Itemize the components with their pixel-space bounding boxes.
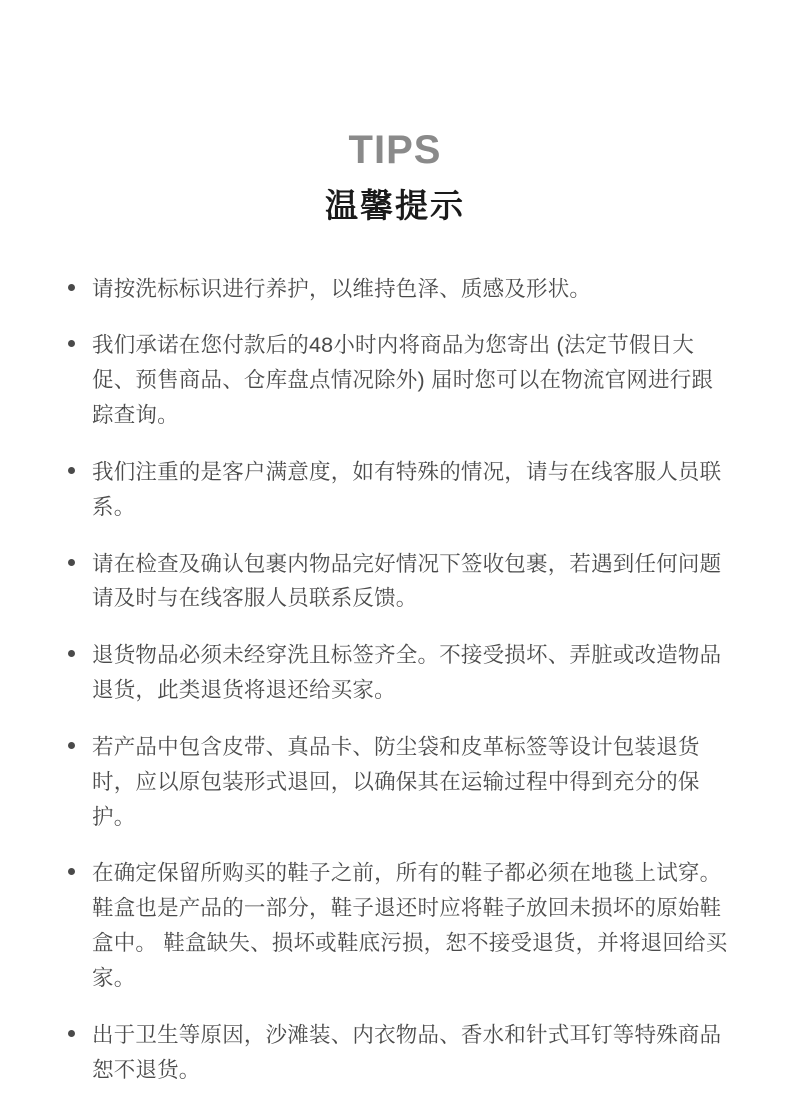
list-item-text: 请按洗标标识进行养护，以维持色泽、质感及形状。 (92, 276, 592, 301)
bullet-icon (68, 742, 75, 749)
list-item (62, 547, 728, 617)
list-item-text: 出于卫生等原因，沙滩装、内衣物品、香水和针式耳钉等特殊商品恕不退货。 (92, 1022, 722, 1082)
list-item (62, 1018, 728, 1088)
list-item (62, 856, 728, 995)
list-item (62, 730, 728, 834)
list-item-text: 请在检查及确认包裹内物品完好情况下签收包裹，若遇到任何问题请及时与在线客服人员联系反馈。 (92, 551, 722, 611)
list-item-text: 我们承诺在您付款后的48小时内将商品为您寄出 (法定节假日大促、预售商品、仓库盘点情况除外) 届时您可以在物流官网进行跟踪查询。 (92, 333, 714, 428)
bullet-icon (68, 467, 75, 474)
list-item-text: 退货物品必须未经穿洗且标签齐全。不接受损坏、弄脏或改造物品退货，此类退货将退还给买家。 (92, 643, 722, 703)
list-item-text: 若产品中包含皮带、真品卡、防尘袋和皮革标签等设计包装退货时，应以原包装形式退回，以确保其在运输过程中得到充分的保护。 (92, 734, 700, 829)
bullet-icon (68, 340, 75, 347)
page-header (62, 0, 728, 226)
list-item (62, 272, 728, 307)
page-title-en: TIPS (348, 128, 442, 172)
list-item-text: 在确定保留所购买的鞋子之前，所有的鞋子都必须在地毯上试穿。鞋盒也是产品的一部分，鞋子退还时应将鞋子放回未损坏的原始鞋盒中。 鞋盒缺失、损坏或鞋底污损，恕不接受退货，并将退回给买家。 (92, 861, 728, 990)
bullet-icon (68, 559, 75, 566)
list-item (62, 638, 728, 708)
list-item (62, 455, 728, 525)
bullet-icon (68, 284, 75, 291)
tips-list (62, 272, 728, 1088)
page-title-cn: 温馨提示 (325, 187, 465, 224)
bullet-icon (68, 868, 75, 875)
list-item-text: 我们注重的是客户满意度，如有特殊的情况，请与在线客服人员联系。 (92, 459, 722, 519)
list-item (62, 328, 728, 432)
bullet-icon (68, 1030, 75, 1037)
bullet-icon (68, 650, 75, 657)
